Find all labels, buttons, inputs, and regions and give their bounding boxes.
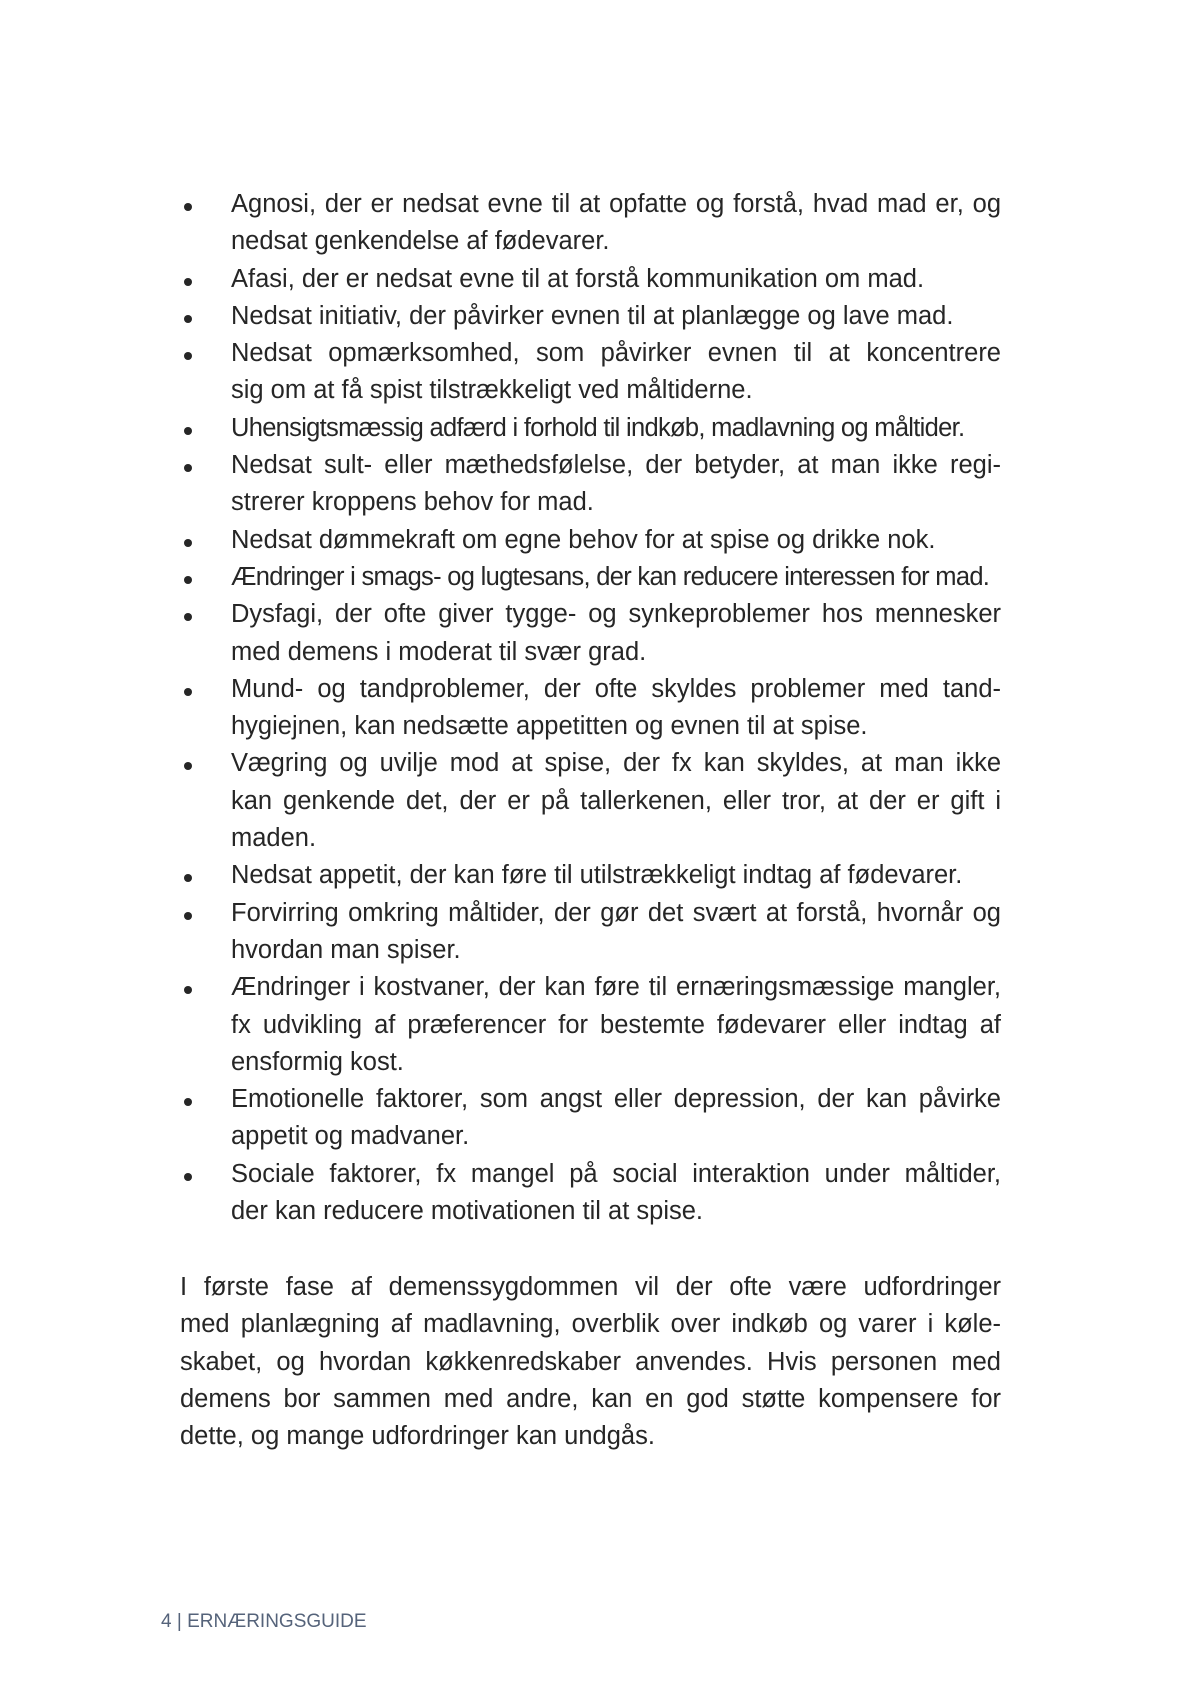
page-footer — [161, 1610, 367, 1634]
paragraph-line: med planlægning af madlavning, overblik over indkøb og varer i køle- — [180, 1310, 1001, 1339]
running-title: ERNÆRINGSGUIDE — [187, 1611, 367, 1632]
list-item-line: Ændringer i smags- og lugtesans, der kan reducere interessen for mad. — [231, 562, 990, 591]
list-item-line: Uhensigtsmæssig adfærd i forhold til indkøb, madlavning og måltider. — [231, 413, 965, 442]
list-item-line: maden. — [231, 824, 317, 853]
bullet-list — [231, 186, 1001, 1230]
list-item — [231, 261, 1001, 298]
list-item-line: appetit og madvaner. — [231, 1122, 470, 1151]
body-paragraph — [180, 1269, 1001, 1455]
paragraph-line: demens bor sammen med andre, kan en god støtte kompensere for — [180, 1384, 1001, 1413]
paragraph-line: I første fase af demenssygdommen vil der ofte være udfordringer — [180, 1273, 1001, 1301]
bullet-icon — [184, 203, 192, 211]
list-item — [231, 1081, 1001, 1156]
list-item-line: Ændringer i kostvaner, der kan føre til ernæringsmæssige mangler, — [231, 973, 1001, 1002]
list-item — [231, 447, 1001, 522]
bullet-icon — [184, 613, 192, 621]
list-item-line: Nedsat dømmekraft om egne behov for at spise og drikke nok. — [231, 525, 936, 554]
paragraph-line: dette, og mange udfordringer kan undgås. — [180, 1422, 655, 1451]
list-item-line: Nedsat opmærksomhed, som påvirker evnen til at koncentrere — [231, 339, 1001, 368]
bullet-icon — [184, 427, 192, 435]
list-item-line: kan genkende det, der er på tallerkenen, eller tror, at der er gift i — [231, 786, 1001, 815]
list-item-line: Agnosi, der er nedsat evne til at opfatte og forstå, hvad mad er, og — [231, 190, 1001, 218]
list-item — [231, 857, 1001, 894]
list-item-line: Emotionelle faktorer, som angst eller depression, der kan påvirke — [231, 1085, 1001, 1114]
list-item — [231, 298, 1001, 335]
list-item — [231, 335, 1001, 410]
bullet-icon — [184, 352, 192, 360]
list-item-line: sig om at få spist tilstrækkeligt ved måltiderne. — [231, 376, 753, 405]
list-item-line: Nedsat sult- eller mæthedsfølelse, der betyder, at man ikke regi- — [231, 451, 1001, 480]
bullet-icon — [184, 986, 192, 994]
list-item-line: hygiejnen, kan nedsætte appetitten og evnen til at spise. — [231, 712, 868, 741]
list-item-line: Nedsat appetit, der kan føre til utilstrækkeligt indtag af fødevarer. — [231, 861, 963, 890]
bullet-icon — [184, 1173, 192, 1181]
list-item-line: fx udvikling af præferencer for bestemte fødevarer eller indtag af — [231, 1010, 1001, 1039]
bullet-icon — [184, 762, 192, 770]
paragraph-line: skabet, og hvordan køkkenredskaber anvendes. Hvis personen med — [180, 1347, 1001, 1376]
list-item-line: nedsat genkendelse af fødevarer. — [231, 227, 610, 256]
list-item-line: hvordan man spiser. — [231, 935, 461, 964]
bullet-icon — [184, 539, 192, 547]
list-item — [231, 895, 1001, 970]
list-item-line: der kan reducere motivationen til at spise. — [231, 1197, 703, 1226]
page-number: 4 — [161, 1611, 172, 1632]
list-item-line: med demens i moderat til svær grad. — [231, 637, 647, 666]
list-item — [231, 559, 1001, 596]
list-item-line: Forvirring omkring måltider, der gør det svært at forstå, hvornår og — [231, 898, 1001, 927]
list-item — [231, 522, 1001, 559]
bullet-icon — [184, 464, 192, 472]
list-item-line: Nedsat initiativ, der påvirker evnen til at planlægge og lave mad. — [231, 301, 954, 330]
bullet-icon — [184, 874, 192, 882]
footer-separator: | — [176, 1611, 182, 1632]
list-item — [231, 186, 1001, 261]
list-item-line: Mund- og tandproblemer, der ofte skyldes problemer med tand- — [231, 674, 1001, 703]
list-item-line: strerer kroppens behov for mad. — [231, 488, 594, 517]
list-item-line: Dysfagi, der ofte giver tygge- og synkeproblemer hos mennesker — [231, 600, 1001, 629]
list-item — [231, 1156, 1001, 1231]
list-item — [231, 596, 1001, 671]
list-item-line: Afasi, der er nedsat evne til at forstå kommunikation om mad. — [231, 264, 925, 293]
bullet-icon — [184, 278, 192, 286]
list-item — [231, 969, 1001, 1081]
list-item — [231, 745, 1001, 857]
list-item — [231, 410, 1001, 447]
list-item — [231, 671, 1001, 746]
bullet-icon — [184, 1098, 192, 1106]
list-item-line: ensformig kost. — [231, 1047, 404, 1076]
bullet-icon — [184, 688, 192, 696]
bullet-icon — [184, 912, 192, 920]
list-item-line: Vægring og uvilje mod at spise, der fx kan skyldes, at man ikke — [231, 749, 1001, 778]
list-item-line: Sociale faktorer, fx mangel på social interaktion under måltider, — [231, 1159, 1001, 1188]
bullet-icon — [184, 315, 192, 323]
bullet-icon — [184, 576, 192, 584]
